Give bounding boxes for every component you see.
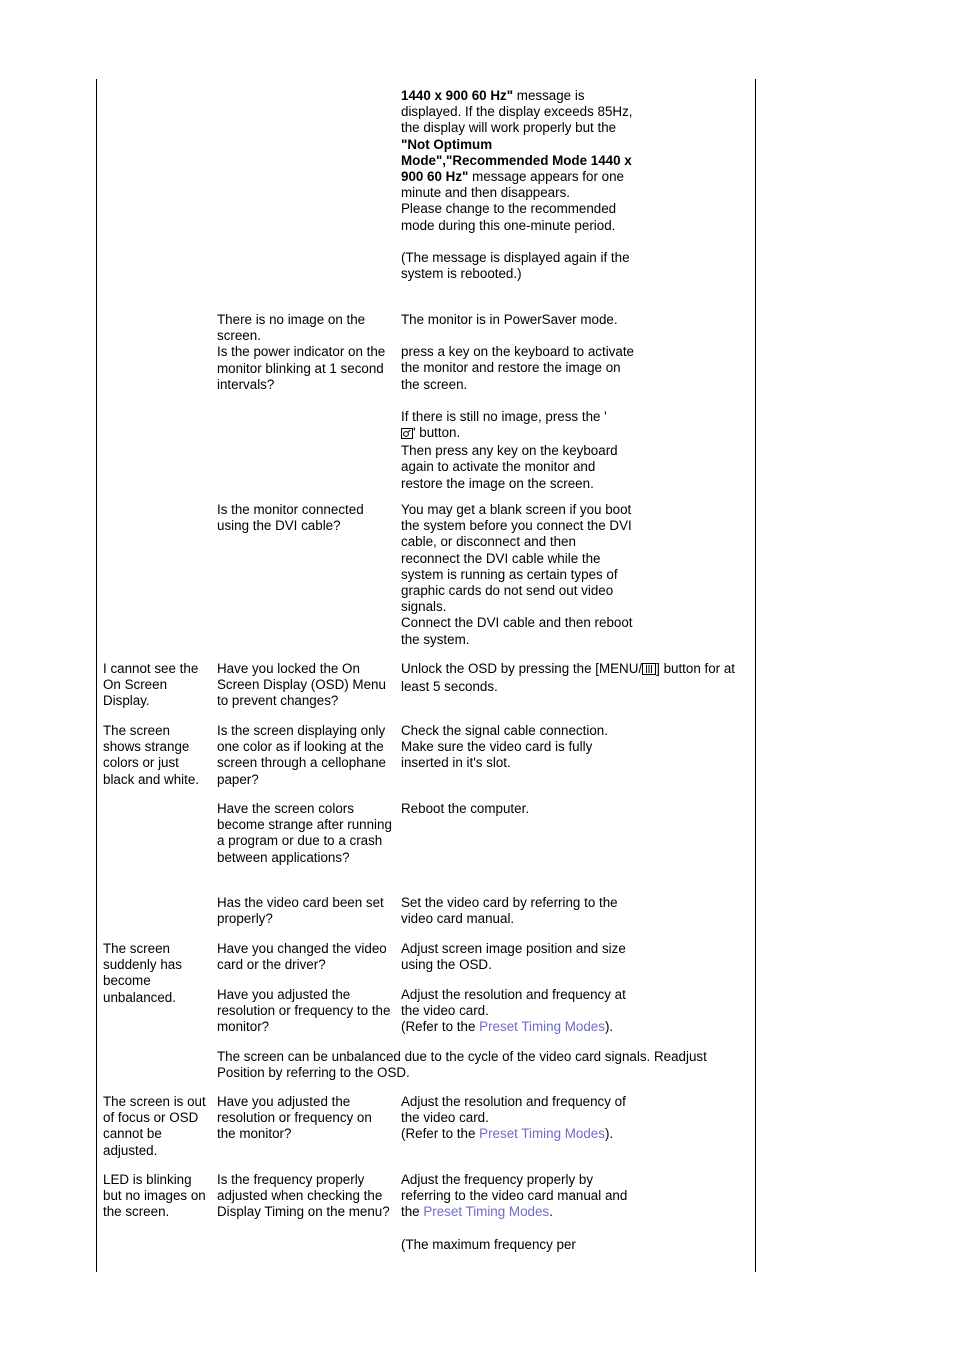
- answer-check-signal-cable: Check the signal cable connection. Make sure the video card is fully inserted in it's slot.: [401, 723, 608, 771]
- answer-reboot: Reboot the computer.: [401, 801, 530, 816]
- answer-dvi-cable: You may get a blank screen if you boot the system before you connect the DVI cable, or disconnect and then reconnect the DVI cable while the system is running as certain types of graphic cards do not send out video signals. Connect the DVI cable and then reboot the system.: [401, 502, 633, 647]
- preset-timing-modes-link[interactable]: Preset Timing Modes: [423, 1204, 550, 1220]
- answer-adjust-video-card: Adjust the resolution and frequency of the video card. (Refer to the Preset Timing Modes).: [401, 1094, 626, 1142]
- problem-no-osd: I cannot see the On Screen Display.: [103, 661, 199, 709]
- question-frequency-adjusted: Is the frequency properly adjusted when checking the Display Timing on the menu?: [217, 1172, 390, 1220]
- question-one-color: Is the screen displaying only one color as if looking at the screen through a cellophane paper?: [217, 723, 386, 787]
- question-no-image: There is no image on the screen. Is the power indicator on the monitor blinking at 1 second intervals?: [217, 312, 386, 392]
- menu-button-icon: [642, 663, 656, 679]
- problem-out-of-focus: The screen is out of focus or OSD cannot be adjusted.: [103, 1094, 206, 1158]
- note-unbalanced-cycle: The screen can be unbalanced due to the cycle of the video card signals. Readjust Position by referring to the OSD.: [217, 1049, 707, 1081]
- problem-led-blinking: LED is blinking but no images on the screen.: [103, 1172, 206, 1220]
- answer-adjust-resolution: Adjust the resolution and frequency at the video card. (Refer to the Preset Timing Modes).: [401, 987, 626, 1035]
- answer-unlock-osd: Unlock the OSD by pressing the [MENU/ ] button for at least 5 seconds.: [401, 661, 736, 695]
- question-osd-locked: Have you locked the On Screen Display (OSD) Menu to prevent changes?: [217, 661, 386, 709]
- question-video-card-set: Has the video card been set properly?: [217, 895, 384, 927]
- problem-strange-colors: The screen shows strange colors or just black and white.: [103, 723, 200, 787]
- source-button-icon: [401, 427, 413, 443]
- question-adjusted-resolution: Have you adjusted the resolution or frequency to the monitor?: [217, 987, 391, 1035]
- answer-adjust-frequency: Adjust the frequency properly by referring to the video card manual and the Preset Timing Modes. (The maximum frequency per: [401, 1172, 628, 1252]
- problem-unbalanced: The screen suddenly has become unbalanced.: [103, 941, 182, 1005]
- preset-timing-modes-link[interactable]: Preset Timing Modes: [479, 1019, 605, 1035]
- question-changed-driver: Have you changed the video card or the driver?: [217, 941, 387, 973]
- preset-timing-modes-link[interactable]: Preset Timing Modes: [479, 1126, 605, 1142]
- question-dvi-cable: Is the monitor connected using the DVI cable?: [217, 502, 364, 534]
- answer-adjust-position: Adjust screen image position and size using the OSD.: [401, 941, 626, 973]
- question-adjusted-resolution-monitor: Have you adjusted the resolution or frequency on the monitor?: [217, 1094, 372, 1142]
- answer-not-optimum-mode: 1440 x 900 60 Hz" message is displayed. If the display exceeds 85Hz, the display will work properly but the "Not Optimum Mode","Recommended Mode 1440 x 900 60 Hz" message appears for one minute and then disappears. Please change to the recommended mode during this one-minute period. (The message is displayed again if the system is rebooted.): [401, 88, 633, 282]
- answer-powersaver: The monitor is in PowerSaver mode. press a key on the keyboard to activate the monitor and restore the image on the screen. If there is still no image, press the ' ' button. Then press any key on the keyboard again to activate the monitor and restore the image on the screen.: [401, 312, 634, 491]
- answer-video-card-manual: Set the video card by referring to the video card manual.: [401, 895, 618, 927]
- table-right-border: [755, 79, 756, 1272]
- table-left-border: [96, 79, 97, 1272]
- question-colors-after-crash: Have the screen colors become strange after running a program or due to a crash between applications?: [217, 801, 392, 865]
